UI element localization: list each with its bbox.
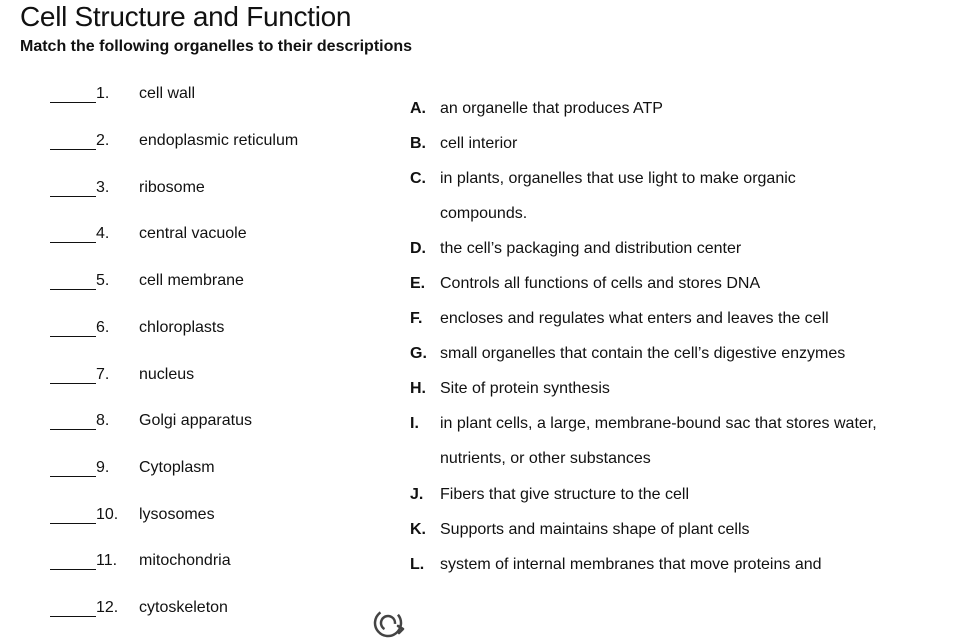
description-item-l — [410, 547, 930, 582]
description-letter: C. — [410, 170, 426, 187]
page-subtitle: Match the following organelles to their descriptions — [20, 38, 413, 55]
answer-blank[interactable] — [50, 616, 96, 617]
description-text: cell interior — [440, 135, 518, 152]
description-letter: E. — [410, 275, 426, 292]
description-item-g — [410, 336, 930, 371]
description-letter: A. — [410, 100, 426, 117]
description-text: small organelles that contain the cell’s digestive enzymes — [440, 345, 846, 362]
organelle-term: chloroplasts — [139, 319, 225, 336]
organelle-term: lysosomes — [139, 506, 215, 523]
description-letter: G. — [410, 345, 427, 362]
description-text: Fibers that give structure to the cell — [440, 486, 689, 503]
description-item-e — [410, 266, 930, 301]
description-item-h — [410, 371, 930, 406]
answer-blank[interactable] — [50, 289, 96, 290]
answer-blank[interactable] — [50, 476, 96, 477]
description-text: the cell’s packaging and distribution center — [440, 240, 742, 257]
item-number: 2. — [96, 132, 110, 149]
answer-blank[interactable] — [50, 336, 96, 337]
answer-blank[interactable] — [50, 569, 96, 570]
item-number: 5. — [96, 272, 110, 289]
description-letter: B. — [410, 135, 426, 152]
organelle-term: Golgi apparatus — [139, 412, 252, 429]
organelle-term: mitochondria — [139, 552, 231, 569]
page-title: Cell Structure and Function — [20, 1, 352, 32]
description-letter: D. — [410, 240, 426, 257]
answer-blank[interactable] — [50, 429, 96, 430]
description-item-f — [410, 301, 930, 336]
loading-spinner-icon — [371, 607, 405, 641]
description-item-d — [410, 231, 930, 266]
answer-blank[interactable] — [50, 149, 96, 150]
item-number: 1. — [96, 85, 110, 102]
description-text: in plants, organelles that use light to make organic compounds. — [440, 170, 796, 222]
description-letter: L. — [410, 556, 425, 573]
description-text: encloses and regulates what enters and leaves the cell — [440, 310, 829, 327]
organelle-term: cytoskeleton — [139, 599, 228, 616]
answer-blank[interactable] — [50, 102, 96, 103]
item-number: 9. — [96, 459, 110, 476]
organelle-term: ribosome — [139, 179, 205, 196]
answer-blank[interactable] — [50, 242, 96, 243]
organelle-term: Cytoplasm — [139, 459, 215, 476]
description-letter: H. — [410, 380, 426, 397]
answer-blank[interactable] — [50, 196, 96, 197]
description-letter: J. — [410, 486, 424, 503]
description-text: Site of protein synthesis — [440, 380, 610, 397]
organelle-term: cell wall — [139, 85, 196, 102]
description-text: system of internal membranes that move proteins and — [440, 556, 822, 573]
item-number: 11. — [96, 552, 118, 569]
item-number: 7. — [96, 366, 110, 383]
organelle-term: central vacuole — [139, 225, 247, 242]
item-number: 12. — [96, 599, 119, 616]
description-item-j — [410, 477, 930, 512]
description-item-k — [410, 512, 930, 547]
description-text: Controls all functions of cells and stores DNA — [440, 275, 761, 292]
description-letter: I. — [410, 415, 419, 432]
item-number: 3. — [96, 179, 110, 196]
item-number: 6. — [96, 319, 110, 336]
item-number: 4. — [96, 225, 110, 242]
description-item-a — [410, 91, 930, 126]
description-item-b — [410, 126, 930, 161]
description-letter: K. — [410, 521, 426, 538]
answer-blank[interactable] — [50, 383, 96, 384]
description-text: in plant cells, a large, membrane-bound sac that stores water, nutrients, or other substances — [440, 415, 877, 467]
answer-blank[interactable] — [50, 523, 96, 524]
item-number: 10. — [96, 506, 119, 523]
organelle-term: nucleus — [139, 366, 195, 383]
description-item-i — [410, 406, 880, 476]
description-item-c — [410, 161, 840, 231]
description-text: an organelle that produces ATP — [440, 100, 663, 117]
item-number: 8. — [96, 412, 110, 429]
description-letter: F. — [410, 310, 423, 327]
description-text: Supports and maintains shape of plant cells — [440, 521, 750, 538]
organelle-term: endoplasmic reticulum — [139, 132, 299, 149]
organelle-term: cell membrane — [139, 272, 244, 289]
